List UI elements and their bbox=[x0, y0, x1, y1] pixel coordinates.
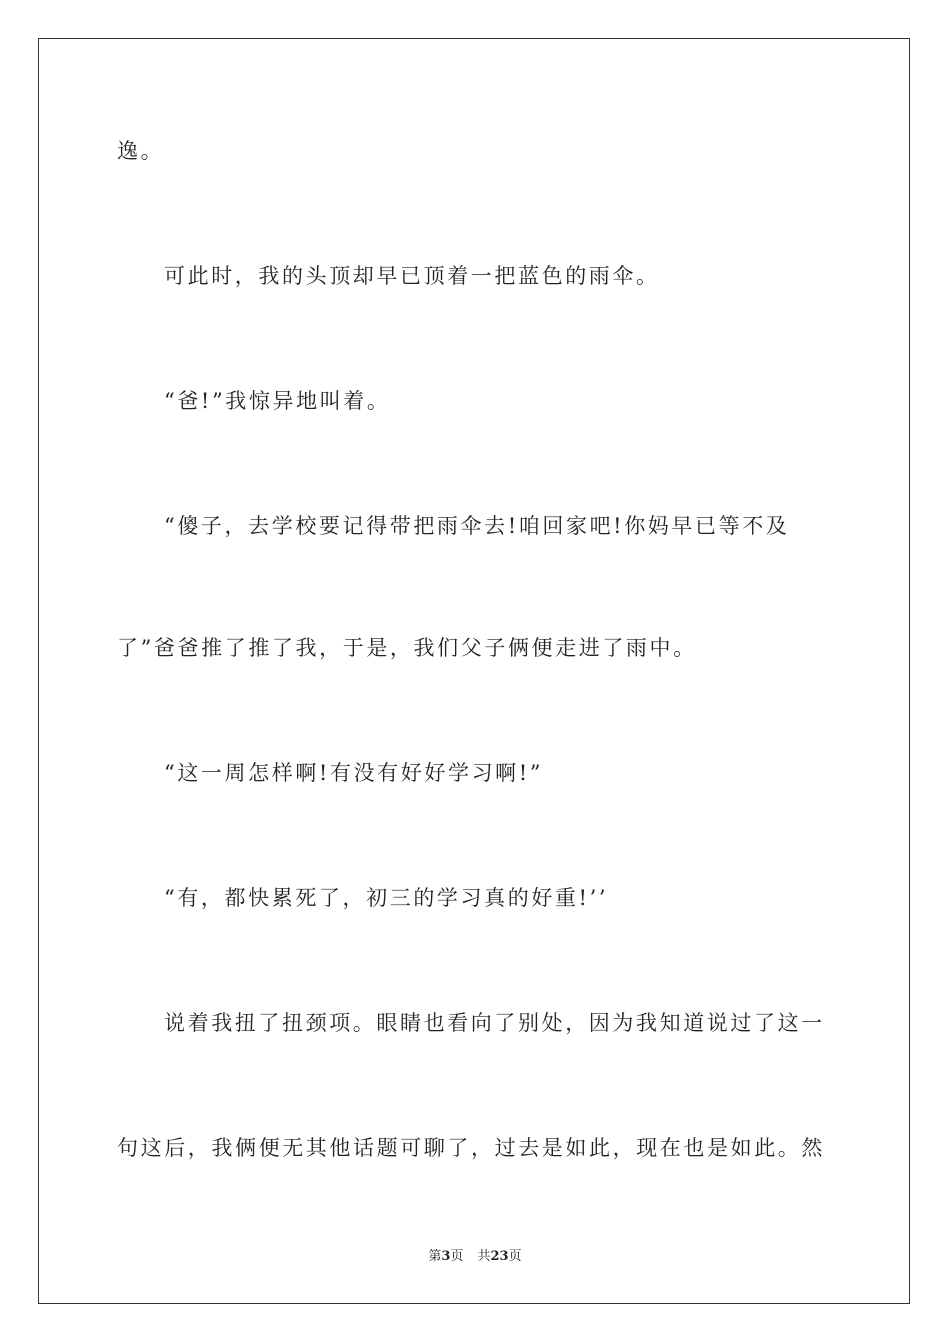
text-line-7: “有，都快累死了，初三的学习真的好重!’’ bbox=[164, 886, 609, 910]
text-line-4: “傻子，去学校要记得带把雨伞去!咱回家吧!你妈早已等不及 bbox=[164, 514, 790, 538]
text-line-3: “爸!”我惊异地叫着。 bbox=[164, 389, 391, 413]
text-line-9: 句这后，我俩便无其他话题可聊了，过去是如此，现在也是如此。然 bbox=[117, 1136, 825, 1160]
text-line-2: 可此时，我的头顶却早已顶着一把蓝色的雨伞。 bbox=[164, 264, 660, 288]
footer-total-pages: 23 bbox=[490, 1249, 509, 1264]
page-footer bbox=[0, 1248, 950, 1266]
text-line-8: 说着我扭了扭颈项。眼睛也看向了别处，因为我知道说过了这一 bbox=[164, 1011, 825, 1035]
footer-page-suffix: 页 bbox=[450, 1249, 464, 1264]
footer-page-prefix: 第 bbox=[428, 1249, 442, 1264]
footer-page-number: 3 bbox=[441, 1249, 451, 1264]
page-frame bbox=[38, 38, 910, 1304]
footer-total-prefix: 共 bbox=[477, 1249, 491, 1264]
text-line-1: 逸。 bbox=[117, 139, 165, 163]
text-line-6: “这一周怎样啊!有没有好好学习啊!” bbox=[164, 761, 544, 785]
text-line-5: 了”爸爸推了推了我，于是，我们父子俩便走进了雨中。 bbox=[117, 636, 697, 660]
footer-total-suffix: 页 bbox=[508, 1249, 522, 1264]
